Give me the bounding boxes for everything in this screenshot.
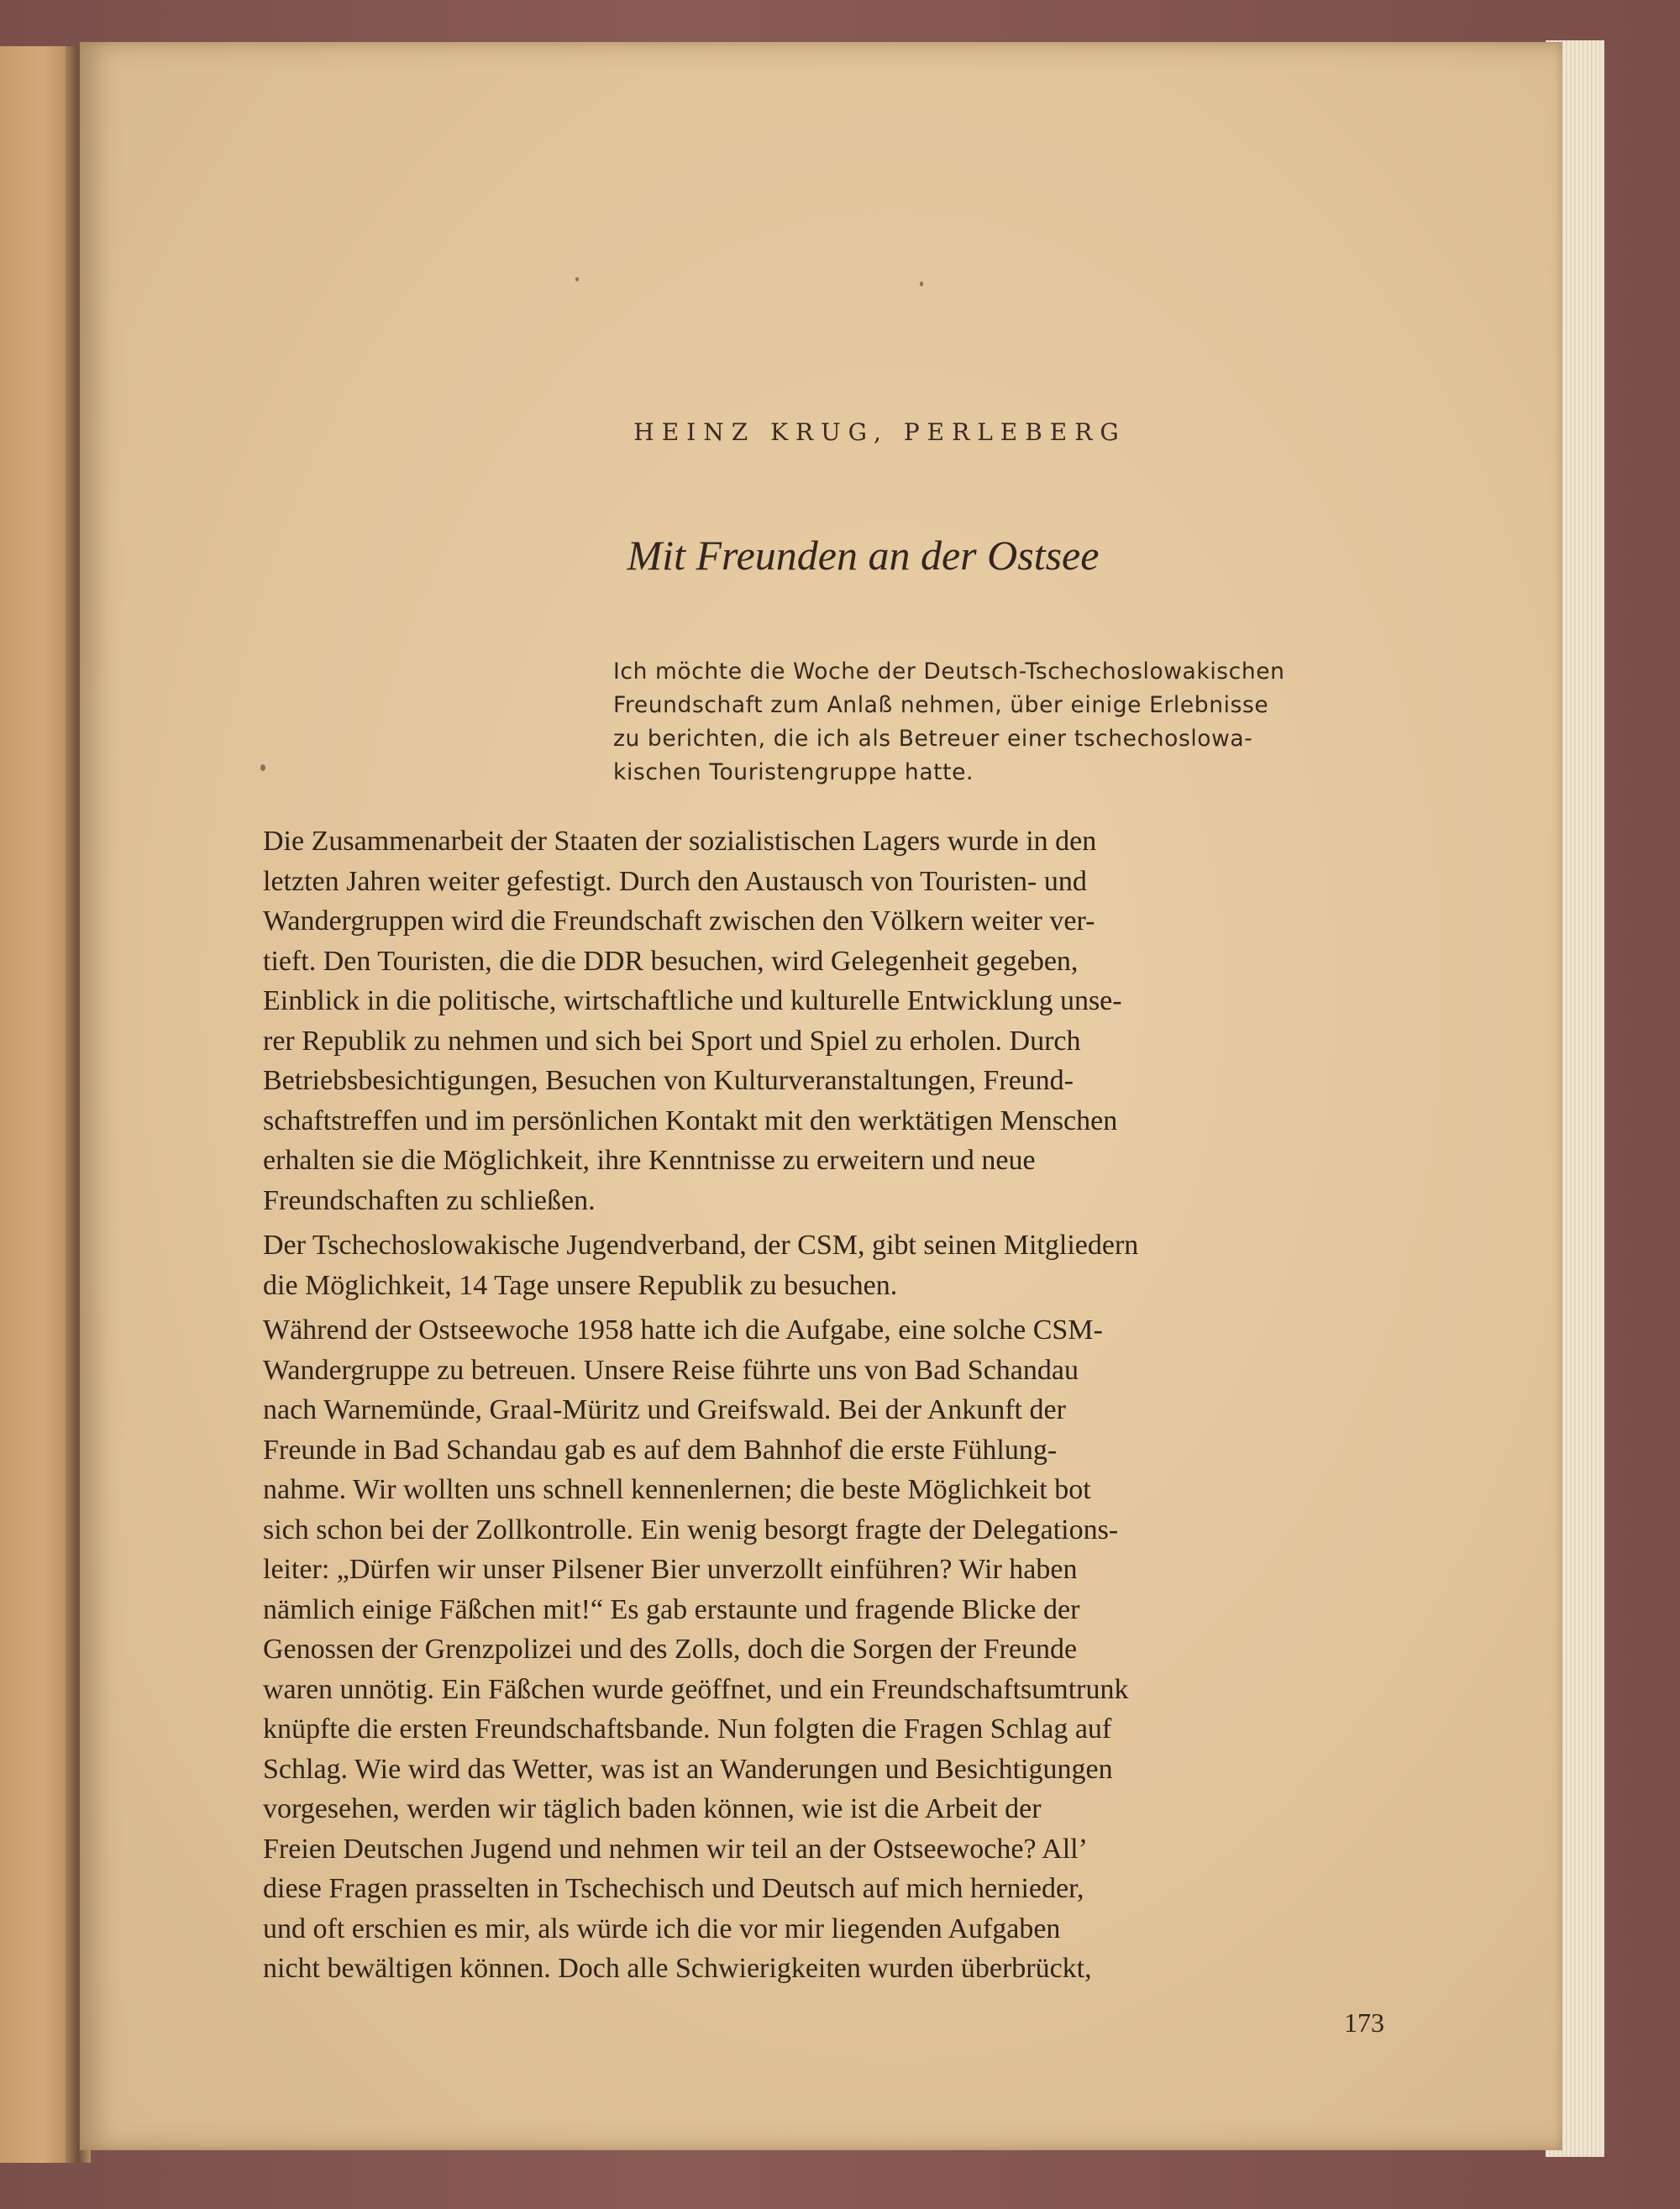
paragraph: [263, 821, 1473, 1220]
body-text: [263, 821, 1473, 1994]
lead-line: Freundschaft zum Anlaß nehmen, über einige Erlebnisse: [613, 692, 1269, 718]
text-line: nahme. Wir wollten uns schnell kennenlernen; die beste Möglichkeit bot: [263, 1474, 1091, 1505]
text-line: waren unnötig. Ein Fäßchen wurde geöffnet, und ein Freundschaftsumtrunk: [263, 1673, 1129, 1705]
text-line: Freundschaften zu schließen.: [263, 1184, 596, 1216]
left-page-edge: [0, 46, 71, 2163]
text-line: Wandergruppe zu betreuen. Unsere Reise führte uns von Bad Schandau: [263, 1354, 1079, 1386]
lead-line: Ich möchte die Woche der Deutsch-Tschechoslowakischen: [613, 659, 1285, 685]
text-line: leiter: „Dürfen wir unser Pilsener Bier unverzollt einführen? Wir haben: [263, 1554, 1078, 1585]
text-line: Betriebsbesichtigungen, Besuchen von Kulturveranstaltungen, Freund-: [263, 1065, 1074, 1096]
text-line: Genossen der Grenzpolizei und des Zolls, doch die Sorgen der Freunde: [263, 1634, 1078, 1665]
paragraph: [263, 1225, 1473, 1305]
text-line: Freunde in Bad Schandau gab es auf dem Bahnhof die erste Fühlung-: [263, 1434, 1058, 1466]
paragraph: [263, 1310, 1473, 1989]
text-line: nach Warnemünde, Graal-Müritz und Greifswald. Bei der Ankunft der: [263, 1394, 1066, 1425]
text-line: schaftstreffen und im persönlichen Kontakt mit den werktätigen Menschen: [263, 1104, 1118, 1136]
text-line: Schlag. Wie wird das Wetter, was ist an Wanderungen und Besichtigungen: [263, 1753, 1113, 1785]
lead-line: kischen Touristengruppe hatte.: [613, 759, 974, 785]
text-line: sich schon bei der Zollkontrolle. Ein wenig besorgt fragte der Delegations-: [263, 1514, 1119, 1545]
text-line: Freien Deutschen Jugend und nehmen wir teil an der Ostseewoche? All’: [263, 1833, 1088, 1865]
text-line: knüpfte die ersten Freundschaftsbande. Nun folgten die Fragen Schlag auf: [263, 1713, 1112, 1745]
text-line: Der Tschechoslowakische Jugendverband, der CSM, gibt seinen Mitgliedern: [263, 1230, 1139, 1261]
text-line: Wandergruppen wird die Freundschaft zwischen den Völkern weiter ver-: [263, 905, 1095, 937]
lead-paragraph: [613, 655, 1453, 790]
text-line: nicht bewältigen können. Doch alle Schwierigkeiten wurden überbrückt,: [263, 1953, 1092, 1984]
lead-line: zu berichten, die ich als Betreuer einer tschechoslowa-: [613, 726, 1253, 752]
text-line: die Möglichkeit, 14 Tage unsere Republik zu besuchen.: [263, 1269, 898, 1301]
author-heading: HEINZ KRUG, PERLEBERG: [633, 418, 1126, 446]
text-line: Die Zusammenarbeit der Staaten der sozialistischen Lagers wurde in den: [263, 826, 1097, 857]
text-line: erhalten sie die Möglichkeit, ihre Kenntnisse zu erweitern und neue: [263, 1145, 1036, 1176]
book-page: [80, 42, 1562, 2150]
text-line: nämlich einige Fäßchen mit!“ Es gab erstaunte und fragende Blicke der: [263, 1593, 1080, 1625]
paper-speck: [920, 281, 923, 286]
text-line: Während der Ostseewoche 1958 hatte ich die Aufgabe, eine solche CSM-: [263, 1314, 1103, 1346]
paper-speck: [575, 277, 579, 281]
text-line: letzten Jahren weiter gefestigt. Durch den Austausch von Touristen- und: [263, 865, 1087, 897]
chapter-title: Mit Freunden an der Ostsee: [627, 532, 1100, 579]
text-line: Einblick in die politische, wirtschaftliche und kulturelle Entwicklung unse-: [263, 985, 1122, 1016]
page-number: 173: [1344, 2007, 1384, 2038]
text-line: rer Republik zu nehmen und sich bei Sport und Spiel zu erholen. Durch: [263, 1025, 1081, 1057]
text-line: und oft erschien es mir, als würde ich die vor mir liegenden Aufgaben: [263, 1913, 1061, 1944]
text-line: tieft. Den Touristen, die die DDR besuchen, wird Gelegenheit gegeben,: [263, 945, 1079, 977]
paper-speck: [260, 764, 265, 771]
text-line: diese Fragen prasselten in Tschechisch und Deutsch auf mich hernieder,: [263, 1873, 1084, 1904]
text-line: vorgesehen, werden wir täglich baden können, wie ist die Arbeit der: [263, 1793, 1042, 1824]
